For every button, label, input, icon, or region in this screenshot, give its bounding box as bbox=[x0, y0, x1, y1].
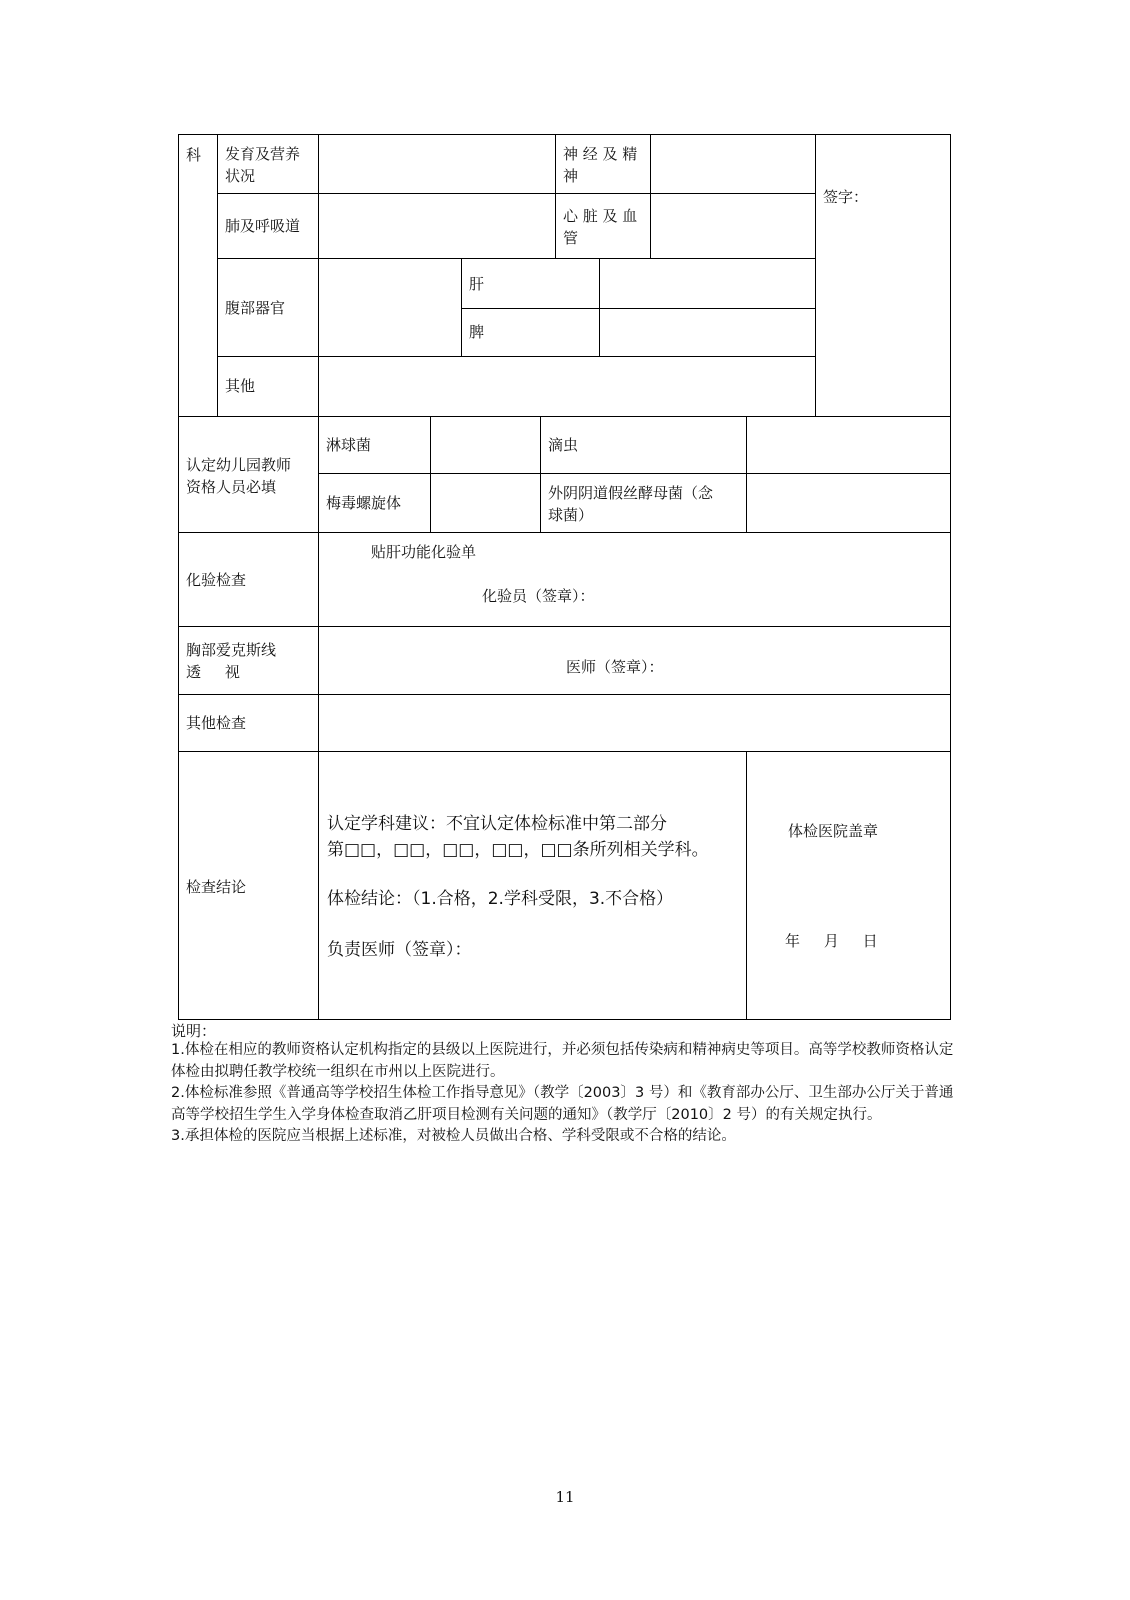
exam-result: 体检结论：（1.合格，2.学科受限，3.不合格） bbox=[327, 889, 674, 909]
liver-label: 肝 bbox=[469, 275, 485, 293]
candida-label-1: 外阴阴道假丝酵母菌（念 bbox=[548, 484, 714, 502]
note-item-1: 1.体检在相应的教师资格认定机构指定的县级以上医院进行，并必须包括传染病和精神病史等项目。高等学校教师资格认定体检由拟聘任教学校统一组织在市州以上医院进行。 bbox=[171, 1042, 954, 1080]
kindergarten-label-2: 资格人员必填 bbox=[186, 478, 277, 496]
lab-attach-note: 贴肝功能化验单 bbox=[371, 543, 477, 561]
chief-doctor-signature: 负责医师（签章）： bbox=[327, 940, 472, 960]
gonococcus-label: 淋球菌 bbox=[326, 436, 372, 454]
nerve-mental-label-2: 神 bbox=[563, 167, 579, 185]
trichomonas-label: 滴虫 bbox=[548, 436, 579, 454]
suggestion-line-2: 第□□，□□，□□，□□，□□条所列相关学科。 bbox=[327, 840, 709, 860]
lung-respiratory-label: 肺及呼吸道 bbox=[225, 217, 301, 235]
kindergarten-label-1: 认定幼儿园教师 bbox=[186, 456, 292, 474]
other-exam-label: 其他检查 bbox=[186, 714, 247, 732]
xray-label-1: 胸部爱克斯线 bbox=[186, 641, 277, 659]
xray-doctor-signature: 医师（签章）： bbox=[566, 658, 664, 676]
lab-exam-label: 化验检查 bbox=[186, 571, 247, 589]
hospital-stamp-label: 体检医院盖章 bbox=[788, 822, 879, 840]
note-item-2: 2.体检标准参照《普通高等学校招生体检工作指导意见》（教学〔2003〕3 号）和《教育部办公厅、卫生部办公厅关于普通高等学校招生学生入学身体检查取消乙肝项目检测有关问题的通知》（教学厅〔2010〕2 号）的有关规定执行。 bbox=[171, 1085, 954, 1123]
lab-signature: 化验员（签章）： bbox=[482, 587, 595, 605]
conclusion-label: 检查结论 bbox=[186, 878, 247, 896]
spleen-label: 脾 bbox=[469, 323, 485, 341]
page-number: 11 bbox=[555, 1488, 575, 1506]
note-item-3: 3.承担体检的医院应当根据上述标准，对被检人员做出合格、学科受限或不合格的结论。 bbox=[171, 1128, 736, 1144]
other-organs-label: 其他 bbox=[225, 377, 256, 395]
heart-vessels-label-2: 管 bbox=[563, 229, 579, 247]
development-nutrition-label-2: 状况 bbox=[225, 167, 256, 185]
signature-label: 签字： bbox=[823, 188, 869, 206]
dept-label: 科 bbox=[186, 146, 202, 164]
syphilis-label: 梅毒螺旋体 bbox=[326, 494, 402, 512]
heart-vessels-label-1: 心 脏 及 血 bbox=[563, 207, 638, 225]
notes-list bbox=[171, 1040, 961, 1148]
notes-title: 说明： bbox=[171, 1022, 217, 1040]
nerve-mental-label-1: 神 经 及 精 bbox=[563, 145, 638, 163]
abdominal-label: 腹部器官 bbox=[225, 299, 286, 317]
stamp-date: 年 月 日 bbox=[785, 932, 878, 950]
xray-label-2: 透 视 bbox=[186, 663, 240, 681]
suggestion-line-1: 认定学科建议：不宜认定体检标准中第二部分 bbox=[327, 814, 667, 834]
development-nutrition-label-1: 发育及营养 bbox=[225, 145, 301, 163]
candida-label-2: 球菌） bbox=[548, 506, 594, 524]
